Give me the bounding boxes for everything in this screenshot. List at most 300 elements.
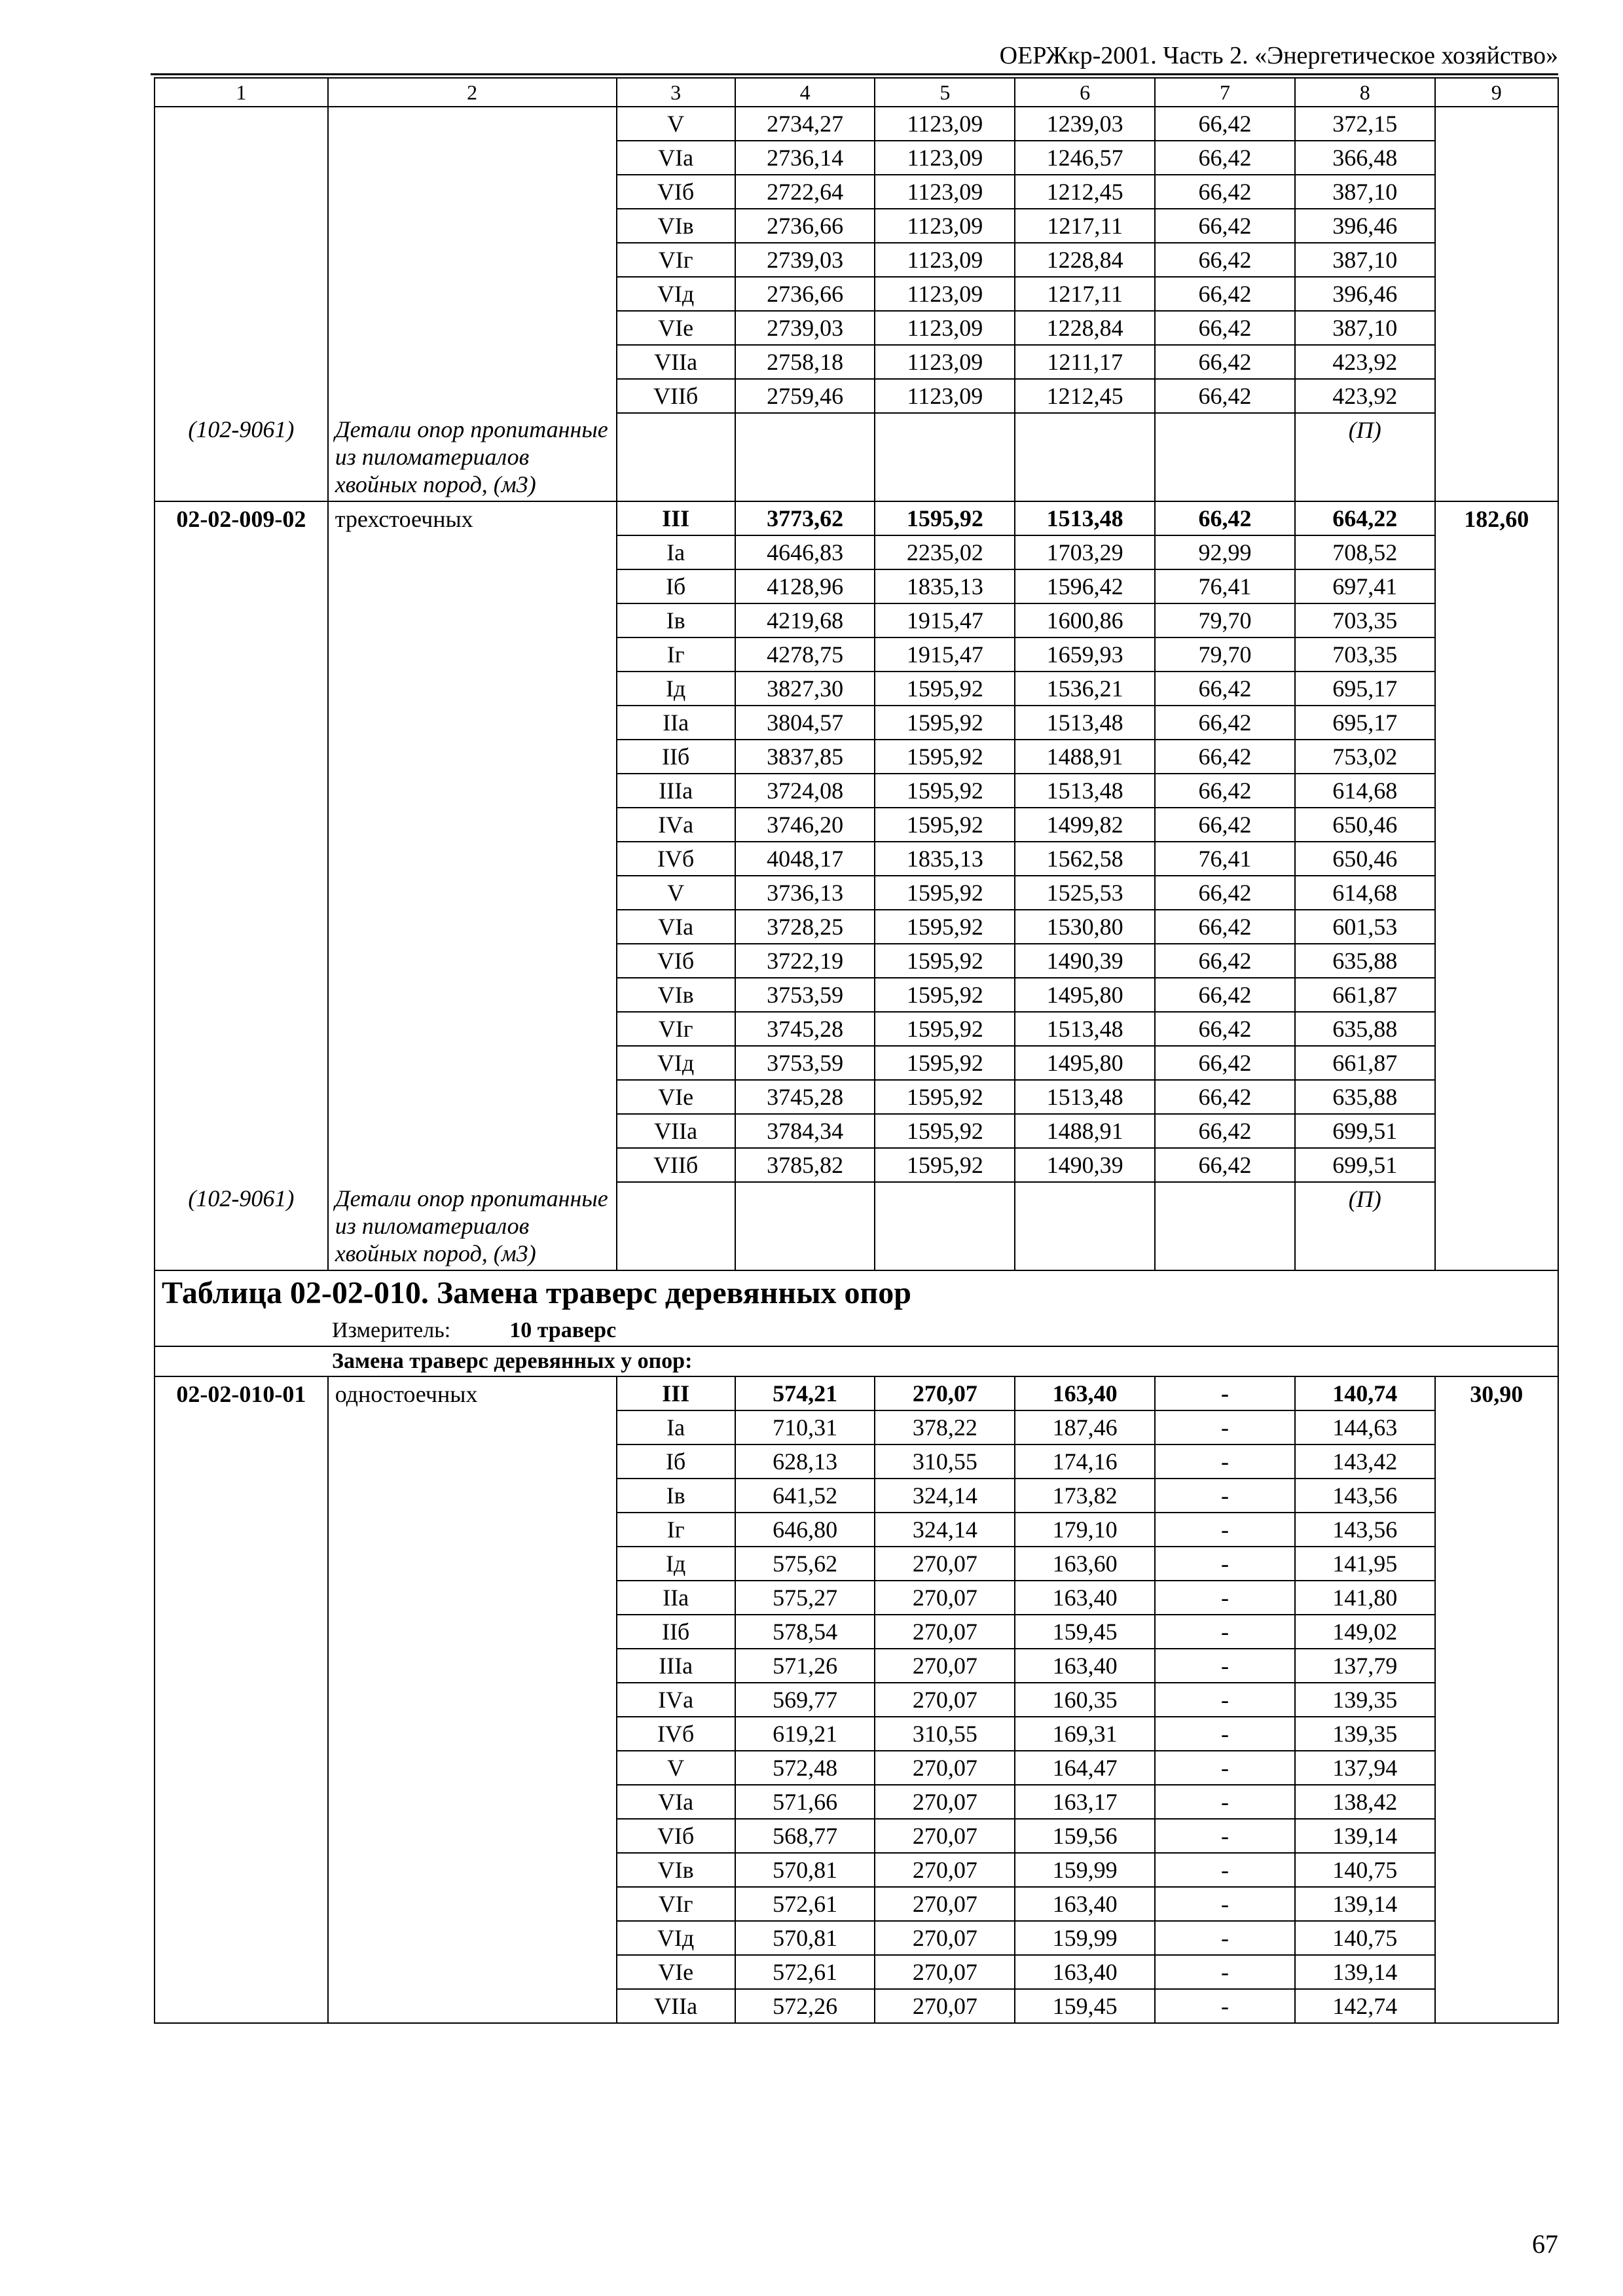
zone-cell: VIб <box>617 1819 735 1853</box>
work-name-cell <box>328 1751 617 1785</box>
zone-cell: IIб <box>617 740 735 774</box>
work-name-cell <box>328 740 617 774</box>
value-cell: 601,53 <box>1295 910 1435 944</box>
labor-cell <box>1435 209 1558 243</box>
value-cell: 3804,57 <box>735 706 875 740</box>
zone-cell: VIд <box>617 1046 735 1080</box>
value-cell: 2235,02 <box>875 535 1015 569</box>
value-cell: 76,41 <box>1155 842 1295 876</box>
table-row <box>155 1046 1558 1080</box>
rate-code-cell <box>155 1046 328 1080</box>
work-name-cell <box>328 1683 617 1717</box>
header-rule <box>151 73 1558 75</box>
table-row <box>155 808 1558 842</box>
value-cell: 1595,92 <box>875 501 1015 535</box>
value-cell: 1212,45 <box>1015 379 1155 413</box>
table-row <box>155 1785 1558 1819</box>
work-name-cell <box>328 1012 617 1046</box>
value-cell: 572,61 <box>735 1955 875 1989</box>
value-cell: 661,87 <box>1295 1046 1435 1080</box>
value-cell: 2739,03 <box>735 243 875 277</box>
value-cell: 1490,39 <box>1015 1148 1155 1182</box>
value-cell: 66,42 <box>1155 978 1295 1012</box>
value-cell: - <box>1155 1581 1295 1615</box>
labor-cell <box>1435 1921 1558 1955</box>
value-cell: 650,46 <box>1295 808 1435 842</box>
value-cell: 324,14 <box>875 1513 1015 1547</box>
table-row <box>155 345 1558 379</box>
table-row <box>155 1376 1558 1410</box>
value-cell: 396,46 <box>1295 277 1435 311</box>
table-row <box>155 1114 1558 1148</box>
value-cell: 169,31 <box>1015 1717 1155 1751</box>
labor-cell <box>1435 842 1558 876</box>
rate-code-cell <box>155 1683 328 1717</box>
value-cell: 270,07 <box>875 1955 1015 1989</box>
work-name-cell <box>328 569 617 603</box>
rate-code-cell: 02-02-010-01 <box>155 1376 328 1410</box>
value-cell: 270,07 <box>875 1376 1015 1410</box>
rate-code-cell <box>155 1581 328 1615</box>
value-cell: 163,40 <box>1015 1649 1155 1683</box>
value-cell: 1228,84 <box>1015 311 1155 345</box>
work-name-cell <box>328 603 617 637</box>
value-cell: 270,07 <box>875 1819 1015 1853</box>
value-cell: 173,82 <box>1015 1479 1155 1513</box>
rate-code-cell <box>155 842 328 876</box>
labor-cell <box>1435 1547 1558 1581</box>
zone-cell: IVа <box>617 1683 735 1717</box>
table-row <box>155 944 1558 978</box>
work-name-cell <box>328 1717 617 1751</box>
value-cell: 76,41 <box>1155 569 1295 603</box>
value-cell: 79,70 <box>1155 637 1295 672</box>
labor-cell <box>1435 1479 1558 1513</box>
value-cell: 1562,58 <box>1015 842 1155 876</box>
work-name-cell <box>328 379 617 413</box>
value-cell: 4646,83 <box>735 535 875 569</box>
value-cell: 1123,09 <box>875 311 1015 345</box>
labor-cell <box>1435 535 1558 569</box>
value-cell: 575,27 <box>735 1581 875 1615</box>
work-name-cell <box>328 175 617 209</box>
value-cell: - <box>1155 1615 1295 1649</box>
labor-cell <box>1435 1615 1558 1649</box>
table-title-row <box>155 1270 1558 1316</box>
value-cell: 144,63 <box>1295 1410 1435 1444</box>
value-cell: - <box>1155 1683 1295 1717</box>
labor-cell <box>1435 277 1558 311</box>
value-cell: 1595,92 <box>875 774 1015 808</box>
value-cell: 174,16 <box>1015 1444 1155 1479</box>
table-row <box>155 209 1558 243</box>
zone-cell: VIв <box>617 209 735 243</box>
value-cell: 66,42 <box>1155 141 1295 175</box>
table-row <box>155 1615 1558 1649</box>
rate-code-cell <box>155 209 328 243</box>
zone-cell: VIIб <box>617 379 735 413</box>
value-cell: 4278,75 <box>735 637 875 672</box>
table-row <box>155 243 1558 277</box>
work-name-cell <box>328 1080 617 1114</box>
work-name-cell: одностоечных <box>328 1376 617 1410</box>
value-cell: 66,42 <box>1155 910 1295 944</box>
rate-code-cell <box>155 1751 328 1785</box>
value-cell: 1217,11 <box>1015 277 1155 311</box>
value-cell: 1495,80 <box>1015 1046 1155 1080</box>
value-cell: 179,10 <box>1015 1513 1155 1547</box>
zone-cell: VIIа <box>617 1989 735 2023</box>
column-number: 6 <box>1015 78 1155 107</box>
work-name-cell <box>328 1649 617 1683</box>
value-cell: - <box>1155 1547 1295 1581</box>
value-cell: 187,46 <box>1015 1410 1155 1444</box>
value-cell: 159,99 <box>1015 1853 1155 1887</box>
value-cell: 137,79 <box>1295 1649 1435 1683</box>
rate-code-cell <box>155 1410 328 1444</box>
column-number: 7 <box>1155 78 1295 107</box>
zone-cell: V <box>617 876 735 910</box>
zone-cell: VIв <box>617 978 735 1012</box>
zone-cell: Iа <box>617 535 735 569</box>
value-cell: 66,42 <box>1155 175 1295 209</box>
rate-code-cell <box>155 1080 328 1114</box>
material-code: (102-9061) <box>155 1182 328 1270</box>
work-name-cell <box>328 1410 617 1444</box>
rate-code-cell <box>155 1547 328 1581</box>
empty-cell <box>1155 413 1295 501</box>
labor-cell <box>1435 1819 1558 1853</box>
table-row <box>155 1479 1558 1513</box>
rate-code-cell <box>155 978 328 1012</box>
value-cell: 1212,45 <box>1015 175 1155 209</box>
rate-code-cell <box>155 107 328 141</box>
work-name-cell <box>328 1513 617 1547</box>
value-cell: 646,80 <box>735 1513 875 1547</box>
value-cell: 163,40 <box>1015 1955 1155 1989</box>
value-cell: 1595,92 <box>875 876 1015 910</box>
value-cell: 66,42 <box>1155 379 1295 413</box>
value-cell: 270,07 <box>875 1887 1015 1921</box>
value-cell: 160,35 <box>1015 1683 1155 1717</box>
value-cell: 3753,59 <box>735 978 875 1012</box>
rate-code-cell <box>155 1989 328 2023</box>
value-cell: 1228,84 <box>1015 243 1155 277</box>
value-cell: 572,61 <box>735 1887 875 1921</box>
value-cell: 1495,80 <box>1015 978 1155 1012</box>
value-cell: 575,62 <box>735 1547 875 1581</box>
value-cell: 708,52 <box>1295 535 1435 569</box>
value-cell: 1513,48 <box>1015 1080 1155 1114</box>
value-cell: - <box>1155 1989 1295 2023</box>
value-cell: 66,42 <box>1155 1148 1295 1182</box>
table-row <box>155 569 1558 603</box>
zone-cell: IVб <box>617 842 735 876</box>
value-cell: 140,74 <box>1295 1376 1435 1410</box>
table-row <box>155 774 1558 808</box>
value-cell: - <box>1155 1513 1295 1547</box>
column-number-row <box>155 78 1558 107</box>
work-name-cell <box>328 706 617 740</box>
value-cell: 1123,09 <box>875 277 1015 311</box>
labor-cell <box>1435 603 1558 637</box>
zone-cell: III <box>617 1376 735 1410</box>
zone-cell: Iг <box>617 1513 735 1547</box>
labor-cell <box>1435 978 1558 1012</box>
value-cell: 1239,03 <box>1015 107 1155 141</box>
value-cell: 66,42 <box>1155 1012 1295 1046</box>
value-cell: 614,68 <box>1295 876 1435 910</box>
table-row <box>155 501 1558 535</box>
value-cell: 2722,64 <box>735 175 875 209</box>
zone-cell: III <box>617 501 735 535</box>
table-row <box>155 277 1558 311</box>
value-cell: 1915,47 <box>875 637 1015 672</box>
value-cell: 1595,92 <box>875 672 1015 706</box>
rate-code-cell <box>155 1444 328 1479</box>
value-cell: 571,26 <box>735 1649 875 1683</box>
value-cell: 270,07 <box>875 1989 1015 2023</box>
zone-cell: VIд <box>617 1921 735 1955</box>
work-name-cell <box>328 1955 617 1989</box>
zone-cell: Iг <box>617 637 735 672</box>
value-cell: - <box>1155 1376 1295 1410</box>
value-cell: 570,81 <box>735 1853 875 1887</box>
value-cell: 1499,82 <box>1015 808 1155 842</box>
value-cell: - <box>1155 1649 1295 1683</box>
zone-cell: VIг <box>617 243 735 277</box>
value-cell: 3784,34 <box>735 1114 875 1148</box>
work-name-cell <box>328 1819 617 1853</box>
value-cell: - <box>1155 1921 1295 1955</box>
value-cell: 66,42 <box>1155 1046 1295 1080</box>
labor-cell <box>1435 740 1558 774</box>
work-name-cell <box>328 978 617 1012</box>
labor-cell <box>1435 175 1558 209</box>
work-name-cell <box>328 1148 617 1182</box>
value-cell: 66,42 <box>1155 1114 1295 1148</box>
work-name-cell <box>328 774 617 808</box>
value-cell: 66,42 <box>1155 706 1295 740</box>
table-row <box>155 141 1558 175</box>
measure-label: Измеритель: <box>332 1318 451 1342</box>
value-cell: 1123,09 <box>875 345 1015 379</box>
work-name-cell <box>328 637 617 672</box>
value-cell: 753,02 <box>1295 740 1435 774</box>
labor-cell <box>1435 1785 1558 1819</box>
value-cell: 163,40 <box>1015 1376 1155 1410</box>
value-cell: 270,07 <box>875 1921 1015 1955</box>
rate-code-cell <box>155 535 328 569</box>
value-cell: 699,51 <box>1295 1114 1435 1148</box>
value-cell: 66,42 <box>1155 1080 1295 1114</box>
labor-cell <box>1435 637 1558 672</box>
value-cell: 1835,13 <box>875 569 1015 603</box>
work-name-cell: трехстоечных <box>328 501 617 535</box>
value-cell: 137,94 <box>1295 1751 1435 1785</box>
subheading: Замена траверс деревянных у опор: <box>155 1346 1558 1376</box>
value-cell: 1595,92 <box>875 910 1015 944</box>
value-cell: 270,07 <box>875 1751 1015 1785</box>
value-cell: 1595,92 <box>875 1114 1015 1148</box>
value-cell: 139,14 <box>1295 1955 1435 1989</box>
zone-cell: VIа <box>617 1785 735 1819</box>
rate-code-cell <box>155 141 328 175</box>
value-cell: 66,42 <box>1155 740 1295 774</box>
labor-cell <box>1435 1853 1558 1887</box>
value-cell: 695,17 <box>1295 672 1435 706</box>
value-cell: 1513,48 <box>1015 706 1155 740</box>
value-cell: 3745,28 <box>735 1080 875 1114</box>
table-row <box>155 1012 1558 1046</box>
value-cell: 139,14 <box>1295 1887 1435 1921</box>
value-cell: 572,26 <box>735 1989 875 2023</box>
value-cell: 1123,09 <box>875 175 1015 209</box>
work-name-cell <box>328 842 617 876</box>
table-row <box>155 672 1558 706</box>
rate-code-cell <box>155 1114 328 1148</box>
rate-code-cell <box>155 175 328 209</box>
rate-code-cell <box>155 1649 328 1683</box>
value-cell: 66,42 <box>1155 107 1295 141</box>
value-cell: 697,41 <box>1295 569 1435 603</box>
rate-code-cell <box>155 311 328 345</box>
value-cell: 143,42 <box>1295 1444 1435 1479</box>
value-cell: 1536,21 <box>1015 672 1155 706</box>
work-name-cell <box>328 277 617 311</box>
value-cell: 1595,92 <box>875 1012 1015 1046</box>
zone-cell: Iб <box>617 1444 735 1479</box>
value-cell: 139,35 <box>1295 1683 1435 1717</box>
rate-code-cell <box>155 1513 328 1547</box>
value-cell: 1595,92 <box>875 1046 1015 1080</box>
work-name-cell <box>328 1479 617 1513</box>
value-cell: 141,95 <box>1295 1547 1435 1581</box>
value-cell: 159,56 <box>1015 1819 1155 1853</box>
table-row <box>155 603 1558 637</box>
rate-code-cell <box>155 740 328 774</box>
value-cell: 1595,92 <box>875 706 1015 740</box>
empty-cell <box>1015 1182 1155 1270</box>
value-cell: 387,10 <box>1295 243 1435 277</box>
labor-cell <box>1435 1717 1558 1751</box>
work-name-cell <box>328 808 617 842</box>
value-cell: 699,51 <box>1295 1148 1435 1182</box>
work-name-cell <box>328 944 617 978</box>
work-name-cell <box>328 910 617 944</box>
zone-cell: VIе <box>617 311 735 345</box>
value-cell: 66,42 <box>1155 808 1295 842</box>
material-unit: (П) <box>1295 413 1435 501</box>
zone-cell: IIб <box>617 1615 735 1649</box>
value-cell: - <box>1155 1853 1295 1887</box>
value-cell: 1513,48 <box>1015 1012 1155 1046</box>
zone-cell: Iд <box>617 1547 735 1581</box>
value-cell: - <box>1155 1819 1295 1853</box>
table-row <box>155 910 1558 944</box>
value-cell: 1835,13 <box>875 842 1015 876</box>
table-row <box>155 1921 1558 1955</box>
value-cell: 1513,48 <box>1015 501 1155 535</box>
value-cell: 66,42 <box>1155 209 1295 243</box>
value-cell: 2736,66 <box>735 277 875 311</box>
labor-cell <box>1435 706 1558 740</box>
value-cell: 138,42 <box>1295 1785 1435 1819</box>
value-cell: 270,07 <box>875 1649 1015 1683</box>
rate-code-cell <box>155 1887 328 1921</box>
value-cell: 159,99 <box>1015 1921 1155 1955</box>
rate-code-cell <box>155 808 328 842</box>
value-cell: 66,42 <box>1155 243 1295 277</box>
value-cell: 1488,91 <box>1015 1114 1155 1148</box>
table-row <box>155 1887 1558 1921</box>
value-cell: 619,21 <box>735 1717 875 1751</box>
work-name-cell <box>328 209 617 243</box>
value-cell: 2736,66 <box>735 209 875 243</box>
empty-cell <box>875 1182 1015 1270</box>
value-cell: 270,07 <box>875 1547 1015 1581</box>
value-cell: 1525,53 <box>1015 876 1155 910</box>
value-cell: 270,07 <box>875 1785 1015 1819</box>
value-cell: 139,14 <box>1295 1819 1435 1853</box>
labor-cell <box>1435 379 1558 413</box>
labor-cell <box>1435 1649 1558 1683</box>
table-title: Таблица 02-02-010. Замена траверс деревянных опор <box>155 1270 1558 1316</box>
value-cell: 310,55 <box>875 1444 1015 1479</box>
value-cell: 378,22 <box>875 1410 1015 1444</box>
page-header: ОЕРЖкр-2001. Часть 2. «Энергетическое хозяйство» <box>999 42 1558 69</box>
value-cell: 703,35 <box>1295 603 1435 637</box>
value-cell: 635,88 <box>1295 944 1435 978</box>
rate-code-cell <box>155 277 328 311</box>
value-cell: 1488,91 <box>1015 740 1155 774</box>
labor-cell <box>1435 1114 1558 1148</box>
labor-cell: 182,60 <box>1435 501 1558 535</box>
table-row <box>155 1955 1558 1989</box>
rate-code-cell <box>155 910 328 944</box>
zone-cell: Iд <box>617 672 735 706</box>
table-row <box>155 1581 1558 1615</box>
table-row <box>155 311 1558 345</box>
labor-cell <box>1435 1012 1558 1046</box>
value-cell: 140,75 <box>1295 1853 1435 1887</box>
work-name-cell <box>328 345 617 379</box>
table-row <box>155 1819 1558 1853</box>
value-cell: 66,42 <box>1155 876 1295 910</box>
value-cell: 664,22 <box>1295 501 1435 535</box>
value-cell: 66,42 <box>1155 672 1295 706</box>
value-cell: 1703,29 <box>1015 535 1155 569</box>
labor-cell <box>1435 910 1558 944</box>
table-row <box>155 535 1558 569</box>
value-cell: 1123,09 <box>875 243 1015 277</box>
zone-cell: IIIа <box>617 1649 735 1683</box>
table-row <box>155 1513 1558 1547</box>
material-note-row <box>155 413 1558 501</box>
value-cell: 570,81 <box>735 1921 875 1955</box>
empty-cell <box>735 413 875 501</box>
rate-code-cell <box>155 1819 328 1853</box>
zone-cell: Iа <box>617 1410 735 1444</box>
labor-cell <box>1435 1513 1558 1547</box>
column-number: 3 <box>617 78 735 107</box>
value-cell: 3773,62 <box>735 501 875 535</box>
value-cell: 568,77 <box>735 1819 875 1853</box>
labor-cell <box>1435 1444 1558 1479</box>
value-cell: - <box>1155 1444 1295 1479</box>
value-cell: 578,54 <box>735 1615 875 1649</box>
labor-cell <box>1435 1046 1558 1080</box>
